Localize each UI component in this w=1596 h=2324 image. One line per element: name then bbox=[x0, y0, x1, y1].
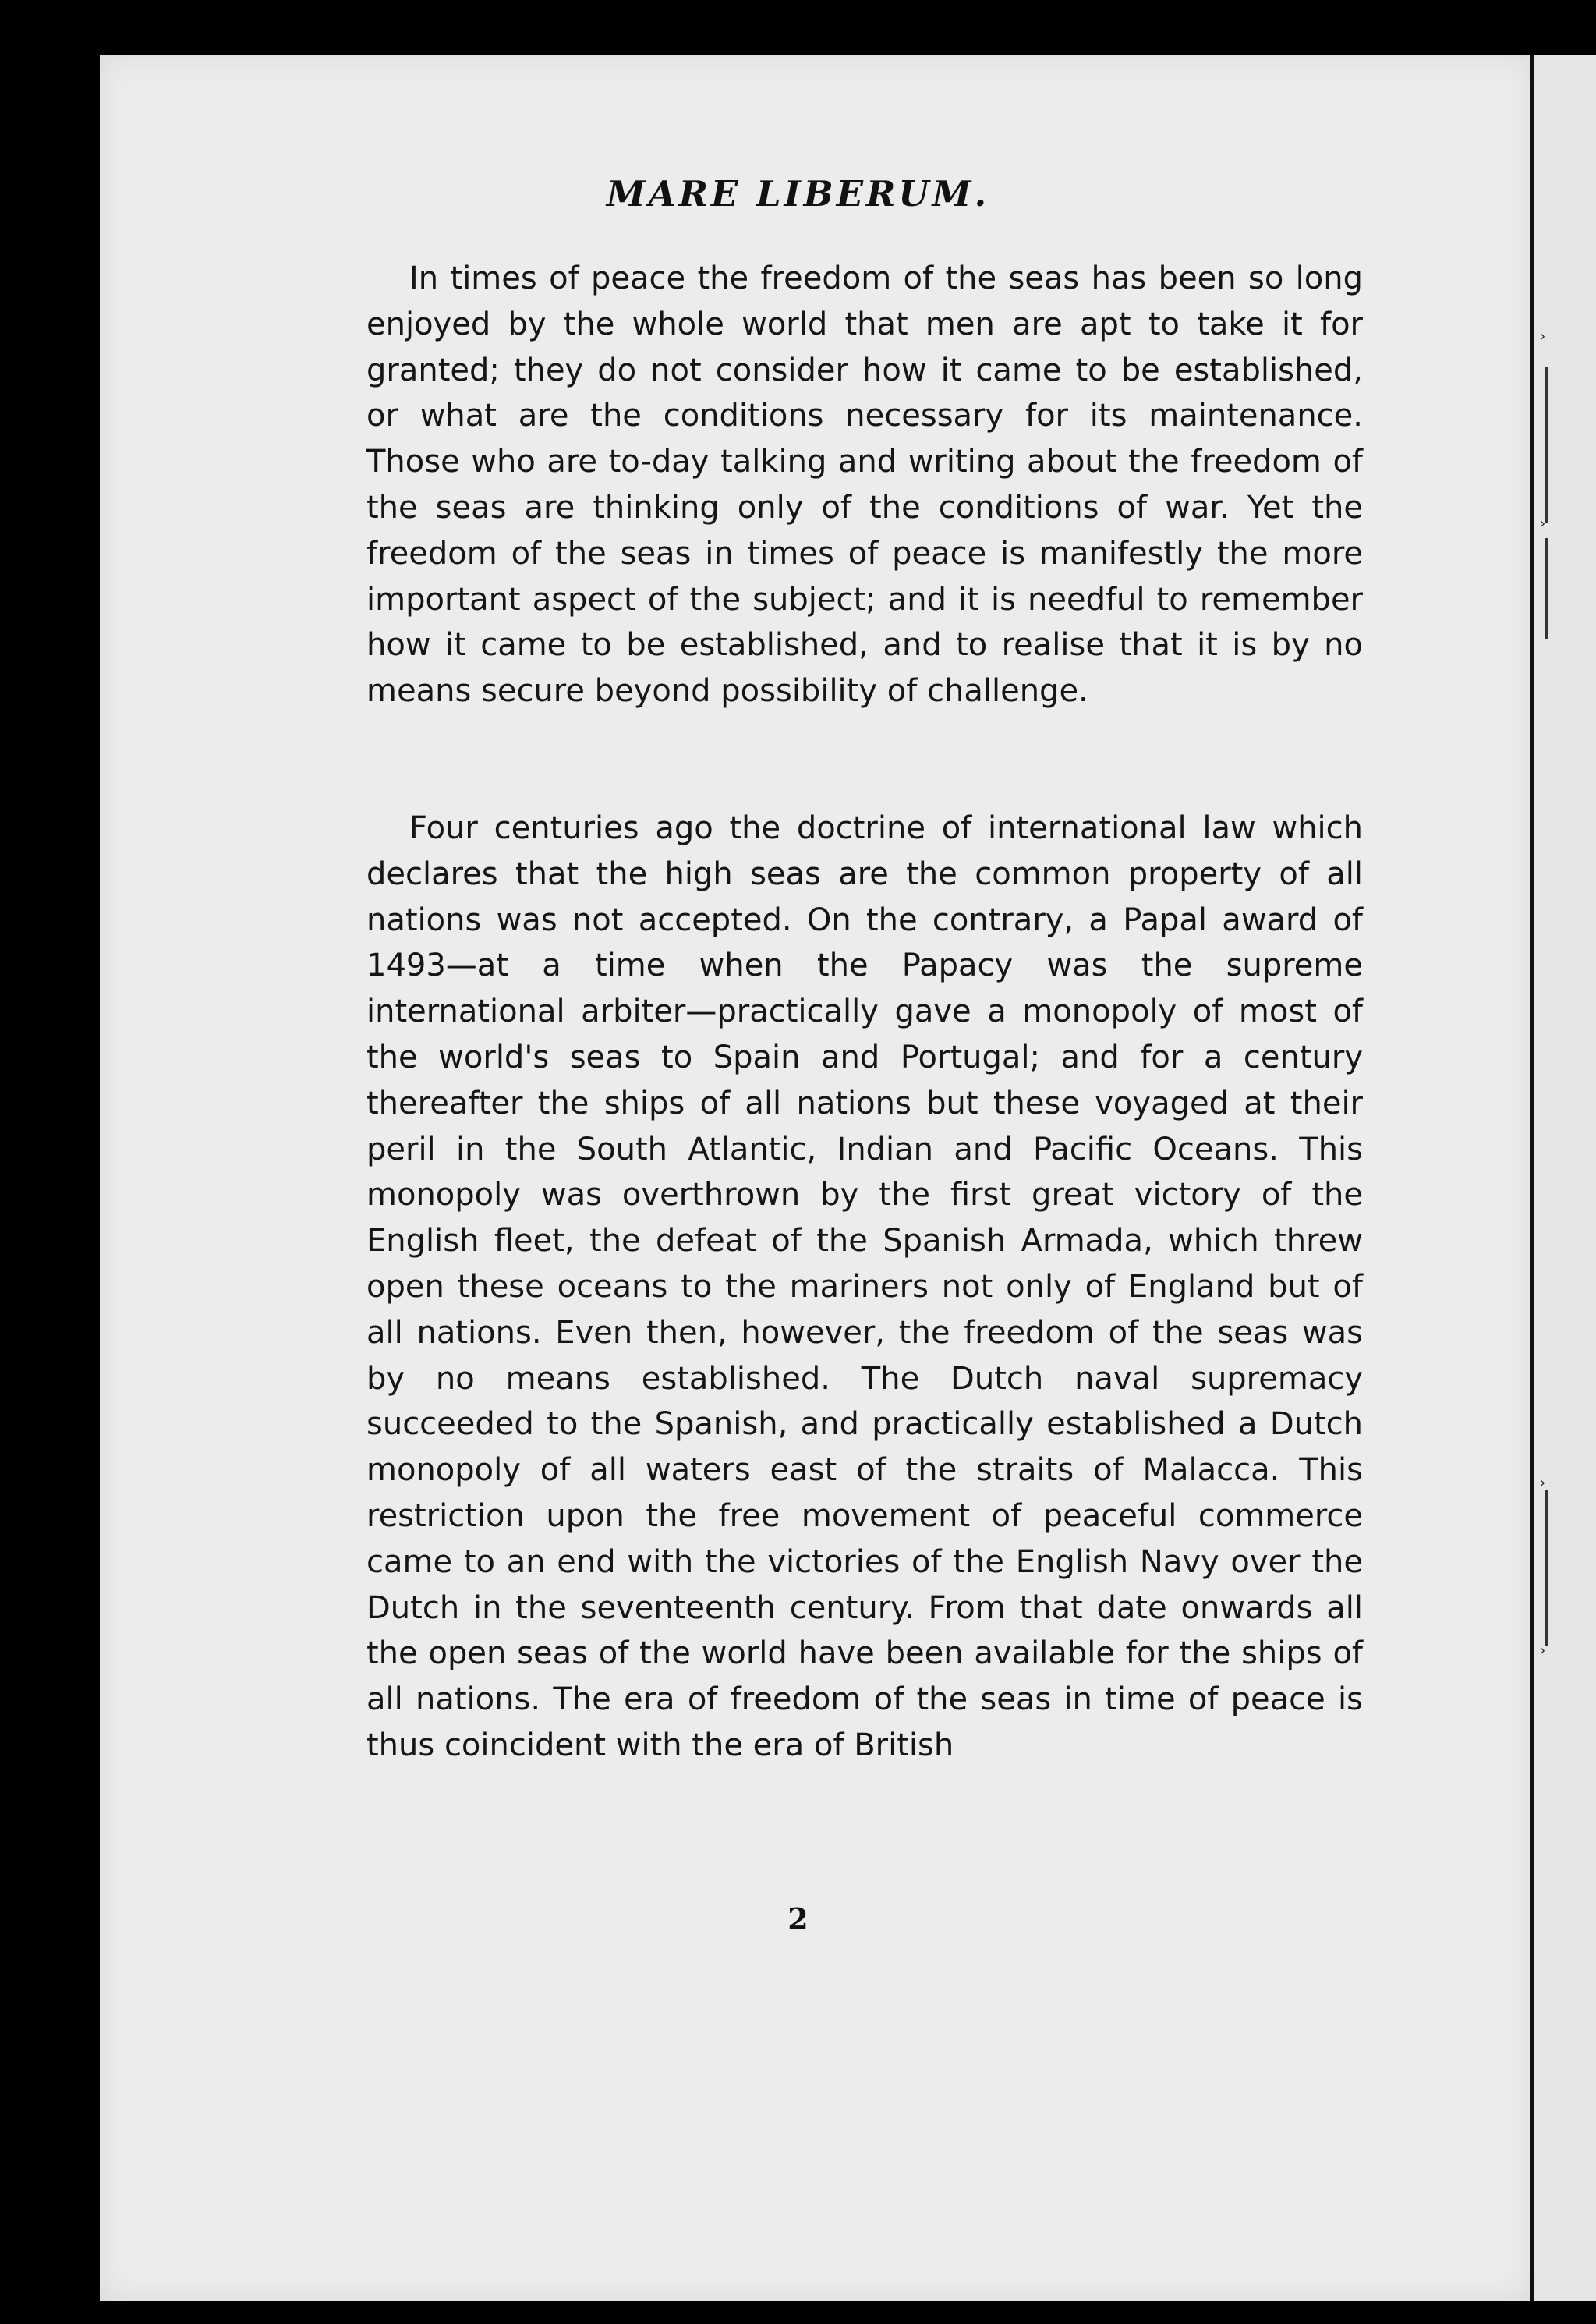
edge-binding-mark: › bbox=[1540, 328, 1546, 345]
edge-binding-mark: › bbox=[1540, 1475, 1546, 1491]
edge-binding-line bbox=[1545, 538, 1548, 639]
edge-binding-line bbox=[1545, 367, 1548, 523]
body-paragraph: Four centuries ago the doctrine of international law which declares that the high seas are the common property of all nations was not accepted. On the contrary, a Papal award of 1493—at a time when the Papacy was the supreme international arbiter—practically gave a monopoly of most of the world's seas to Spain and Portugal; and for a century thereafter the ships of all nations but these voyaged at their peril in the South Atlantic, Indian and Pacific Oceans. This monopoly was overthrown by the first great victory of the English fleet, the defeat of the Spanish Armada, which threw open these oceans to the mariners not only of England but of all nations. Even then, however, the freedom of the seas was by no means established. The Dutch naval supremacy succeeded to the Spanish, and practically established a Dutch monopoly of all waters east of the straits of Malacca. This restriction upon the free movement of peaceful commerce came to an end with the victories of the English Navy over the Dutch in the seventeenth century. From that date onwards all the open seas of the world have been available for the ships of all nations. The era of freedom of the seas in time of peace is thus coincident with the era of British bbox=[366, 810, 1363, 1763]
page-fold-shadow bbox=[1530, 55, 1534, 2301]
running-head: MARE LIBERUM. bbox=[606, 173, 990, 214]
adjacent-page-edge bbox=[1533, 55, 1596, 2301]
edge-binding-line bbox=[1545, 1490, 1548, 1646]
edge-binding-mark: › bbox=[1540, 515, 1546, 532]
body-paragraph: In times of peace the freedom of the seas has been so long enjoyed by the whole world that men are apt to take it for granted; they do not consider how it came to be established, or what are the conditions necessary for its maintenance. Those who are to-day talking and writing about the freedom of the seas are thinking only of the conditions of war. Yet the freedom of the seas in times of peace is manifestly the more important aspect of the subject; and it is needful to remember how it came to be established, and to realise that it is by no means secure beyond possibility of challenge. bbox=[366, 260, 1363, 710]
edge-binding-mark: › bbox=[1540, 1642, 1546, 1659]
page-number: 2 bbox=[787, 1901, 809, 1936]
